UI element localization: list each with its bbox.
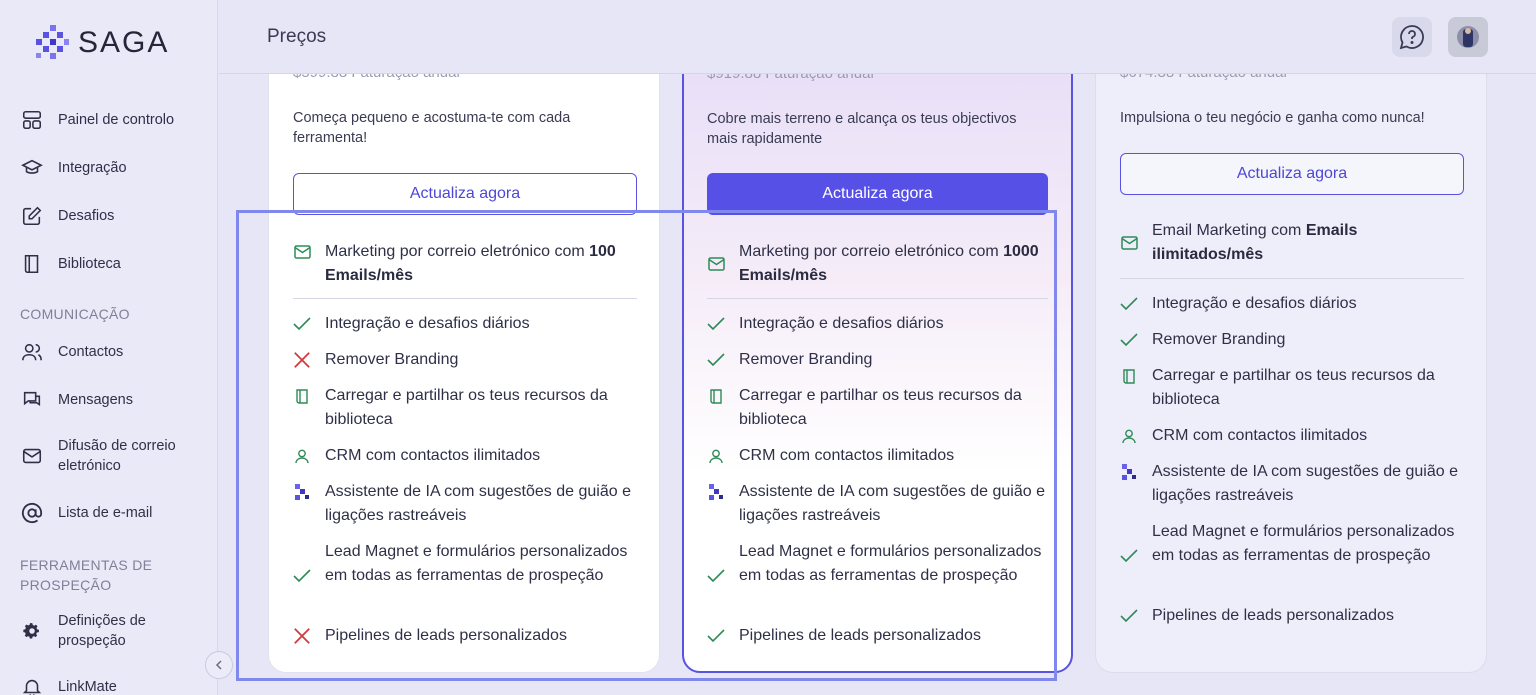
feature-item: Integração e desafios diários (293, 312, 641, 336)
sidebar-item-label: Biblioteca (58, 256, 121, 272)
user-icon (293, 444, 311, 468)
mail-icon (1120, 219, 1138, 267)
pricing-card-pro (682, 10, 1073, 673)
feature-item: Remover Branding (707, 348, 1053, 372)
check-icon (707, 540, 725, 612)
user-icon (1120, 424, 1138, 448)
sidebar-item-linkmate[interactable] (20, 675, 117, 695)
feature-item: CRM com contactos ilimitados (1120, 424, 1468, 448)
saga-logo-icon (34, 25, 70, 61)
sidebar-item-label: Integração (58, 160, 127, 176)
upgrade-button[interactable]: Actualiza agora (1120, 153, 1464, 195)
feature-item: Carregar e partilhar os teus recursos da biblioteca (1120, 364, 1468, 412)
feature-item: Pipelines de leads personalizados (707, 624, 1053, 648)
feature-item: Carregar e partilhar os teus recursos da biblioteca (293, 384, 641, 432)
mail-icon (20, 444, 44, 468)
feature-item: CRM com contactos ilimitados (707, 444, 1053, 468)
check-icon (707, 312, 725, 336)
feature-item: Lead Magnet e formulários personalizados em todas as ferramentas de prospeção (293, 540, 641, 612)
feature-item: Assistente de IA com sugestões de guião e ligações rastreáveis (293, 480, 641, 528)
check-icon (293, 540, 311, 612)
avatar[interactable] (1448, 17, 1488, 57)
sidebar-item-label: Desafios (58, 208, 115, 224)
edit-icon (20, 204, 44, 228)
feature-email-marketing (293, 240, 641, 288)
feature-item: CRM com contactos ilimitados (293, 444, 641, 468)
section-title-prospecting: FERRAMENTAS DE PROSPEÇÃO (20, 557, 153, 593)
book-icon (293, 384, 311, 408)
book-icon (707, 384, 725, 408)
book-icon (20, 252, 44, 276)
feature-item: Remover Branding (1120, 328, 1468, 352)
sidebar-item-label: Difusão de correio eletrónico (58, 438, 176, 474)
sidebar-item-label: Lista de e-mail (58, 505, 153, 521)
feature-text: Email Marketing com Emails ilimitados/mês (1152, 222, 1358, 263)
sidebar-item-email-broadcast[interactable] (20, 436, 198, 476)
feature-item: Pipelines de leads personalizados (293, 624, 641, 648)
ai-assistant-icon (1120, 460, 1138, 484)
sidebar-item-prospecting-settings[interactable] (20, 611, 178, 651)
at-icon (20, 501, 44, 525)
mail-icon (293, 240, 311, 264)
cross-icon (293, 624, 311, 648)
book-icon (1120, 364, 1138, 388)
feature-email-marketing (707, 240, 1053, 288)
feature-text: Marketing por correio eletrónico com 1000 Emails/mês (739, 243, 1039, 284)
user-icon (707, 444, 725, 468)
feature-item: Assistente de IA com sugestões de guião e ligações rastreáveis (1120, 460, 1468, 508)
feature-email-marketing (1120, 219, 1468, 267)
feature-item: Integração e desafios diários (1120, 292, 1468, 316)
top-header (219, 0, 1536, 74)
help-button[interactable] (1392, 17, 1432, 57)
check-icon (1120, 292, 1138, 316)
feature-item: Carregar e partilhar os teus recursos da biblioteca (707, 384, 1053, 432)
upgrade-button[interactable]: Actualiza agora (707, 173, 1048, 215)
users-icon (20, 340, 44, 364)
feature-text: Marketing por correio eletrónico com 100 Emails/mês (325, 243, 616, 284)
sidebar-item-contacts[interactable] (20, 340, 123, 364)
divider (1120, 278, 1464, 279)
sidebar-item-label: Contactos (58, 344, 124, 360)
sidebar-item-email-list[interactable] (20, 501, 152, 525)
check-icon (707, 348, 725, 372)
bell-icon (20, 675, 44, 695)
feature-item: Integração e desafios diários (707, 312, 1053, 336)
ai-assistant-icon (707, 480, 725, 504)
gear-icon (20, 619, 44, 643)
feature-item: Pipelines de leads personalizados (1120, 604, 1468, 628)
sidebar-item-dashboard[interactable] (20, 108, 174, 132)
cross-icon (293, 348, 311, 372)
upgrade-button[interactable]: Actualiza agora (293, 173, 637, 215)
graduation-cap-icon (20, 156, 44, 180)
plan-description: Cobre mais terreno e alcança os teus objectivos mais rapidamente (707, 111, 1017, 147)
plan-description: Impulsiona o teu negócio e ganha como nunca! (1120, 110, 1425, 126)
ai-assistant-icon (293, 480, 311, 504)
feature-item: Assistente de IA com sugestões de guião e ligações rastreáveis (707, 480, 1053, 528)
sidebar-item-label: Mensagens (58, 392, 133, 408)
collapse-sidebar-button[interactable] (205, 651, 233, 679)
check-icon (707, 624, 725, 648)
help-chat-icon (1398, 23, 1426, 51)
divider (293, 298, 637, 299)
saga-logo[interactable] (34, 25, 169, 61)
check-icon (1120, 604, 1138, 628)
logo-text: SAGA (78, 26, 170, 59)
sidebar-item-onboarding[interactable] (20, 156, 127, 180)
sidebar-item-label: Definições de prospeção (58, 613, 146, 649)
plan-description: Começa pequeno e acostuma-te com cada ferramenta! (293, 110, 571, 146)
check-icon (293, 312, 311, 336)
sidebar-item-challenges[interactable] (20, 204, 114, 228)
chat-icon (20, 388, 44, 412)
check-icon (1120, 328, 1138, 352)
sidebar-item-messages[interactable] (20, 388, 133, 412)
sidebar-item-label: Painel de controlo (58, 112, 175, 128)
pricing-card-business (1095, 10, 1487, 673)
chevron-left-icon (213, 659, 225, 671)
feature-item: Remover Branding (293, 348, 641, 372)
feature-item: Lead Magnet e formulários personalizados em todas as ferramentas de prospeção (1120, 520, 1468, 592)
check-icon (1120, 520, 1138, 592)
sidebar (0, 0, 218, 695)
feature-item: Lead Magnet e formulários personalizados em todas as ferramentas de prospeção (707, 540, 1053, 612)
page-title: Preços (267, 26, 327, 47)
section-title-communication: COMUNICAÇÃO (20, 306, 130, 322)
mail-icon (707, 240, 725, 288)
user-avatar-icon (1448, 17, 1488, 57)
pricing-card-starter (268, 10, 660, 673)
dashboard-icon (20, 108, 44, 132)
sidebar-item-library[interactable] (20, 252, 121, 276)
divider (707, 298, 1048, 299)
sidebar-item-label: LinkMate (58, 679, 117, 695)
